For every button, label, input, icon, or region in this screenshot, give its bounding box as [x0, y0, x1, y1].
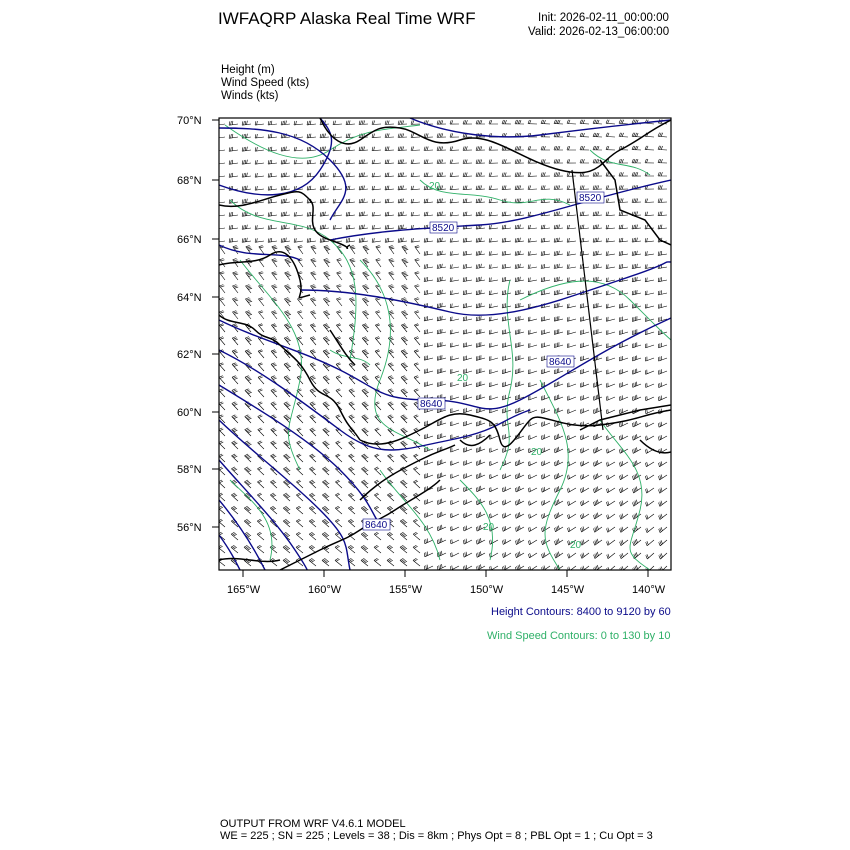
lat-label-56: 56°N: [177, 522, 202, 534]
height-contours: [219, 118, 671, 575]
latitude-axis: [212, 120, 219, 527]
border-line: [572, 170, 603, 430]
model-output-line: OUTPUT FROM WRF V4.6.1 MODEL: [220, 818, 406, 830]
wind-label-2: 20: [457, 373, 469, 384]
height-contours-legend: Height Contours: 8400 to 9120 by 60: [491, 606, 671, 618]
height-label-5: [363, 519, 390, 531]
variable-winds-label: Winds (kts): [221, 90, 279, 102]
valid-time: Valid: 2026-02-13_06:00:00: [528, 26, 670, 38]
wind-label-3: 20: [531, 447, 543, 458]
lat-label-68: 68°N: [177, 175, 202, 187]
lat-label-64: 64°N: [177, 292, 202, 304]
svg-text:8520: 8520: [579, 193, 602, 204]
height-contour-labels: [363, 192, 604, 531]
lon-label-150: 150°W: [470, 584, 504, 596]
height-label-3: [547, 356, 574, 368]
longitude-labels: [227, 584, 666, 596]
svg-text:8520: 8520: [432, 223, 455, 234]
svg-text:8640: 8640: [420, 399, 443, 410]
wind-label-1: 20: [429, 181, 441, 192]
height-label-1: [577, 192, 604, 204]
lat-label-70: 70°N: [177, 115, 202, 127]
wind-label-5: 20: [570, 540, 582, 551]
variable-wind-speed-label: Wind Speed (kts): [221, 77, 310, 89]
longitude-axis: [243, 570, 648, 577]
height-label-4: [418, 398, 445, 410]
lat-label-58: 58°N: [177, 464, 202, 476]
lat-label-62: 62°N: [177, 349, 202, 361]
svg-text:8640: 8640: [365, 520, 388, 531]
svg-text:8640: 8640: [549, 357, 572, 368]
lon-label-165: 165°W: [227, 584, 261, 596]
init-time: Init: 2026-02-11_00:00:00: [538, 12, 669, 24]
latitude-labels: [177, 115, 202, 534]
lat-label-60: 60°N: [177, 407, 202, 419]
lat-label-66: 66°N: [177, 234, 202, 246]
lon-label-140: 140°W: [632, 584, 666, 596]
lon-label-160: 160°W: [308, 584, 342, 596]
variable-height-label: Height (m): [221, 64, 275, 76]
lon-label-145: 145°W: [551, 584, 585, 596]
plot-frame: [219, 118, 671, 570]
wind-label-4: 20: [483, 522, 495, 533]
height-label-2: [430, 222, 457, 234]
map-plot-area: [216, 118, 671, 575]
map-title: IWFAQRP Alaska Real Time WRF: [218, 9, 476, 28]
model-config-line: WE = 225 ; SN = 225 ; Levels = 38 ; Dis = 8km ; Phys Opt = 8 ; PBL Opt = 1 ; Cu Opt = 3: [220, 830, 653, 842]
coastlines: [219, 118, 671, 570]
wind-speed-contours-legend: Wind Speed Contours: 0 to 130 by 10: [487, 630, 671, 642]
lon-label-155: 155°W: [389, 584, 423, 596]
